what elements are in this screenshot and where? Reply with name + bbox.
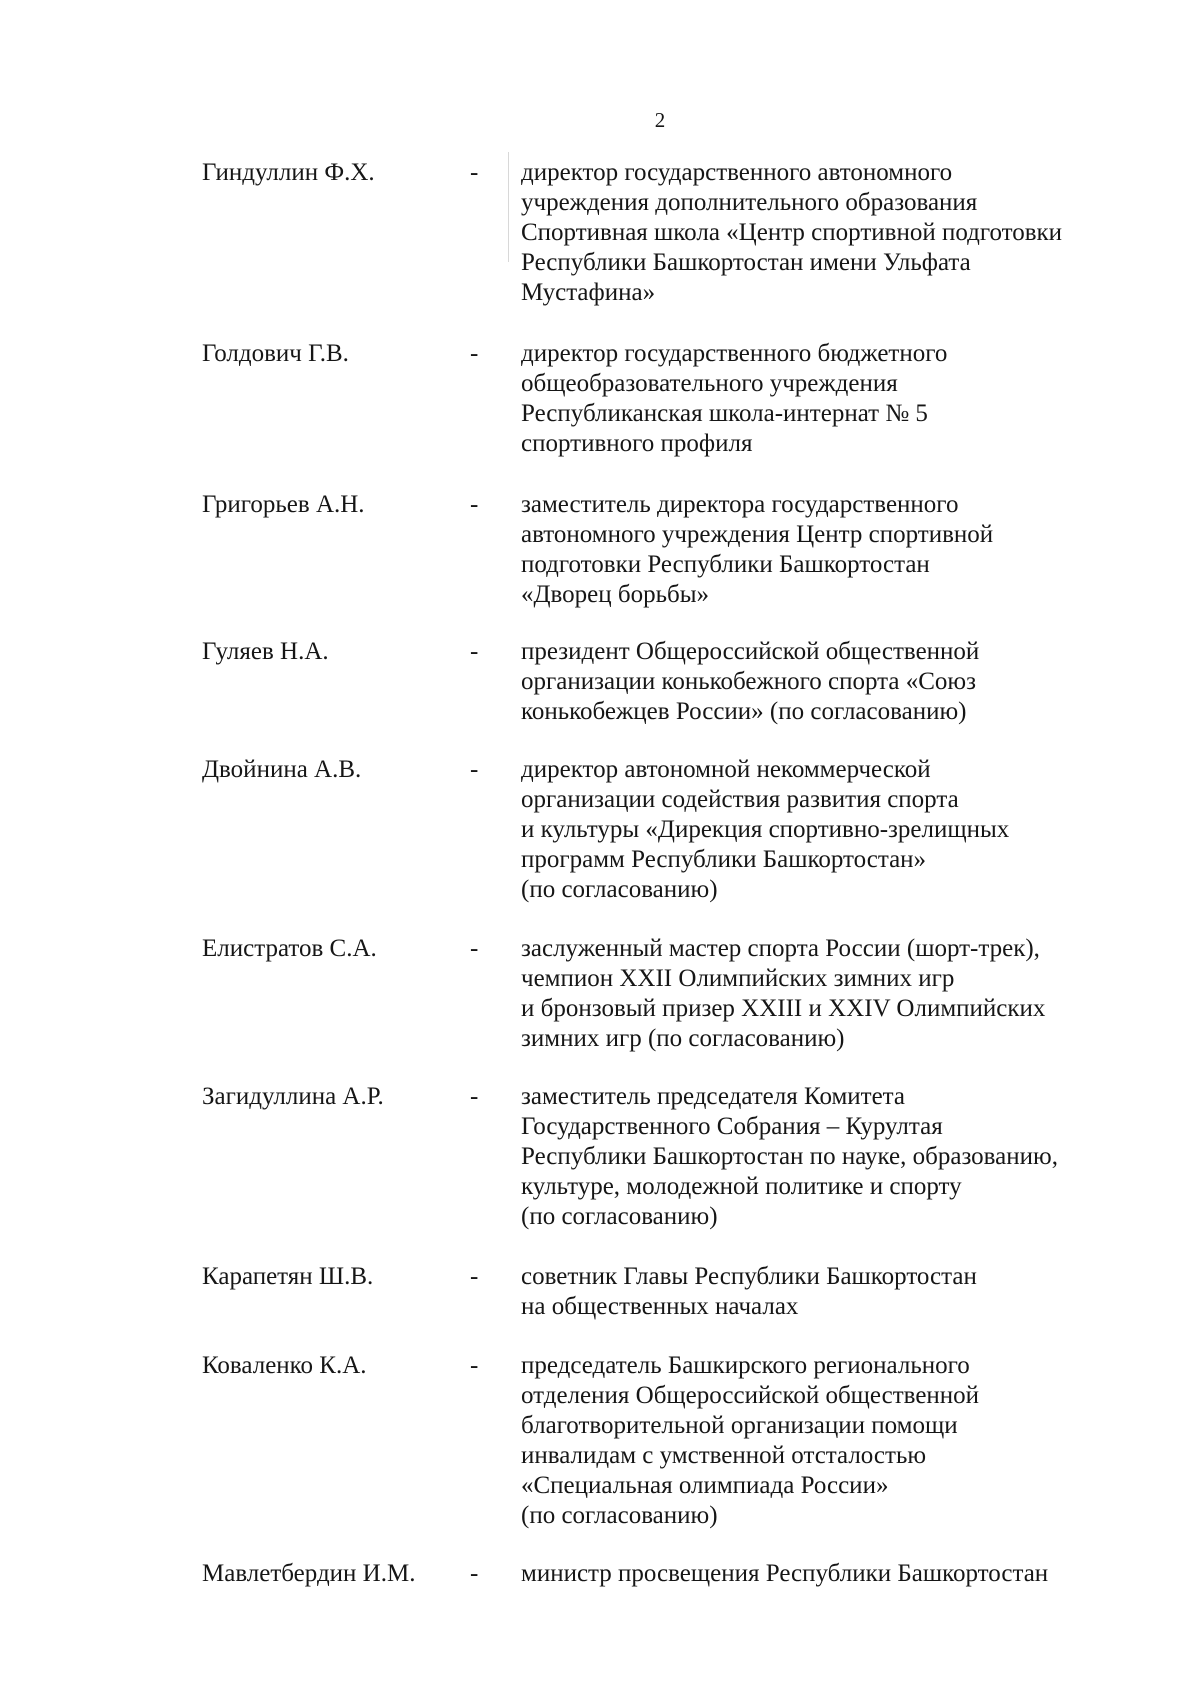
position-line: министр просвещения Республики Башкортостан bbox=[521, 1560, 1049, 1587]
member-position bbox=[521, 490, 1161, 610]
position-line: президент Общероссийской общественной bbox=[521, 638, 980, 665]
position-line: «Специальная олимпиада России» bbox=[521, 1472, 889, 1499]
position-line: директор государственного бюджетного bbox=[521, 340, 948, 367]
position-line: программ Республики Башкортостан» bbox=[521, 846, 927, 873]
position-line: общеобразовательного учреждения bbox=[521, 370, 898, 397]
member-name: Голдович Г.В. bbox=[202, 340, 349, 367]
position-line: культуре, молодежной политике и спорту bbox=[521, 1173, 962, 1200]
separator-dash: - bbox=[470, 340, 479, 367]
position-line: и бронзовый призер XXIII и XXIV Олимпийских bbox=[521, 995, 1046, 1022]
position-line: Республиканская школа-интернат № 5 bbox=[521, 400, 928, 427]
member-name: Карапетян Ш.В. bbox=[202, 1263, 374, 1290]
member-name: Гиндуллин Ф.Х. bbox=[202, 159, 375, 186]
separator-dash: - bbox=[470, 1560, 479, 1587]
position-line: директор автономной некоммерческой bbox=[521, 756, 931, 783]
member-position bbox=[521, 934, 1161, 1054]
member-position bbox=[521, 637, 1161, 727]
position-line: Спортивная школа «Центр спортивной подготовки bbox=[521, 219, 1063, 246]
member-name: Загидуллина А.Р. bbox=[202, 1083, 384, 1110]
position-line: чемпион XXII Олимпийских зимних игр bbox=[521, 965, 955, 992]
position-line: председатель Башкирского регионального bbox=[521, 1352, 970, 1379]
member-name: Гуляев Н.А. bbox=[202, 638, 329, 665]
position-line: советник Главы Республики Башкортостан bbox=[521, 1263, 977, 1290]
separator-dash: - bbox=[470, 159, 479, 186]
position-line: «Дворец борьбы» bbox=[521, 581, 710, 608]
position-line: учреждения дополнительного образования bbox=[521, 189, 978, 216]
position-line: Республики Башкортостан по науке, образованию, bbox=[521, 1143, 1058, 1170]
separator-dash: - bbox=[470, 638, 479, 665]
position-line: конькобежцев России» (по согласованию) bbox=[521, 698, 967, 725]
position-line: (по согласованию) bbox=[521, 1203, 718, 1230]
position-line: Государственного Собрания – Курултая bbox=[521, 1113, 943, 1140]
member-name: Елистратов С.А. bbox=[202, 935, 377, 962]
member-name: Григорьев А.Н. bbox=[202, 491, 365, 518]
position-line: заместитель директора государственного bbox=[521, 491, 959, 518]
position-line: (по согласованию) bbox=[521, 876, 718, 903]
member-name: Коваленко К.А. bbox=[202, 1352, 367, 1379]
member-position bbox=[521, 1559, 1161, 1589]
page-number: 2 bbox=[654, 108, 666, 132]
position-line: благотворительной организации помощи bbox=[521, 1412, 958, 1439]
separator-dash: - bbox=[470, 491, 479, 518]
position-line: заслуженный мастер спорта России (шорт-трек), bbox=[521, 935, 1040, 962]
scan-margin-mark bbox=[508, 152, 509, 262]
position-line: организации содействия развития спорта bbox=[521, 786, 959, 813]
position-line: директор государственного автономного bbox=[521, 159, 953, 186]
position-line: Мустафина» bbox=[521, 279, 656, 306]
separator-dash: - bbox=[470, 756, 479, 783]
member-position bbox=[521, 158, 1161, 308]
member-position bbox=[521, 1082, 1161, 1232]
position-line: организации конькобежного спорта «Союз bbox=[521, 668, 976, 695]
position-line: заместитель председателя Комитета bbox=[521, 1083, 906, 1110]
position-line: инвалидам с умственной отсталостью bbox=[521, 1442, 927, 1469]
separator-dash: - bbox=[470, 1352, 479, 1379]
position-line: автономного учреждения Центр спортивной bbox=[521, 521, 994, 548]
position-line: подготовки Республики Башкортостан bbox=[521, 551, 930, 578]
member-position bbox=[521, 755, 1161, 905]
position-line: Республики Башкортостан имени Ульфата bbox=[521, 249, 971, 276]
member-name: Мавлетбердин И.М. bbox=[202, 1560, 416, 1587]
position-line: зимних игр (по согласованию) bbox=[521, 1025, 845, 1052]
position-line: на общественных началах bbox=[521, 1293, 799, 1320]
member-name: Двойнина А.В. bbox=[202, 756, 362, 783]
separator-dash: - bbox=[470, 1083, 479, 1110]
position-line: и культуры «Дирекция спортивно-зрелищных bbox=[521, 816, 1010, 843]
separator-dash: - bbox=[470, 1263, 479, 1290]
position-line: отделения Общероссийской общественной bbox=[521, 1382, 980, 1409]
position-line: спортивного профиля bbox=[521, 430, 753, 457]
position-line: (по согласованию) bbox=[521, 1502, 718, 1529]
member-position bbox=[521, 1262, 1161, 1322]
separator-dash: - bbox=[470, 935, 479, 962]
member-position bbox=[521, 1351, 1161, 1531]
member-position bbox=[521, 339, 1161, 459]
